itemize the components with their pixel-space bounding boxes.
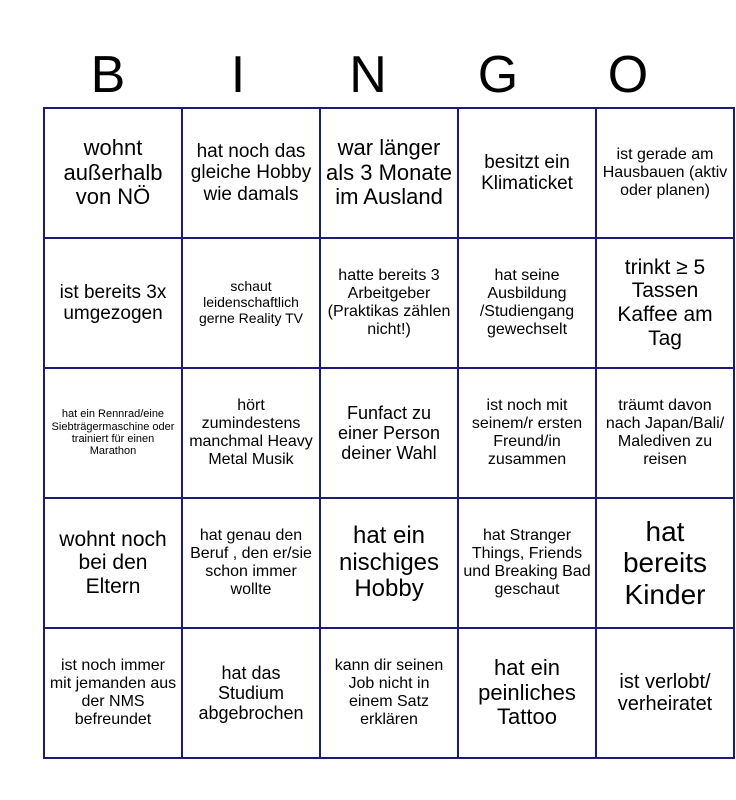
- bingo-cell[interactable]: ist verlobt/ verheiratet: [596, 628, 734, 758]
- bingo-cell[interactable]: ist noch mit seinem/r ersten Freund/in zusammen: [458, 368, 596, 498]
- bingo-row: [44, 628, 734, 758]
- bingo-row: [44, 368, 734, 498]
- bingo-cell[interactable]: war länger als 3 Monate im Ausland: [320, 108, 458, 238]
- header-letter-g: G: [477, 46, 519, 104]
- bingo-cell[interactable]: Funfact zu einer Person deiner Wahl: [320, 368, 458, 498]
- bingo-cell[interactable]: hatte bereits 3 Arbeitgeber (Praktikas zählen nicht!): [320, 238, 458, 368]
- bingo-cell[interactable]: träumt davon nach Japan/Bali/ Malediven zu reisen: [596, 368, 734, 498]
- bingo-cell[interactable]: hat seine Ausbildung /Studiengang gewechselt: [458, 238, 596, 368]
- bingo-row: [44, 238, 734, 368]
- bingo-cell[interactable]: hat ein peinliches Tattoo: [458, 628, 596, 758]
- header-letter-b: B: [90, 46, 126, 104]
- bingo-cell[interactable]: hört zumindestens manchmal Heavy Metal Musik: [182, 368, 320, 498]
- bingo-cell[interactable]: besitzt ein Klimaticket: [458, 108, 596, 238]
- header-letter-i: I: [230, 46, 246, 104]
- bingo-cell[interactable]: trinkt ≥ 5 Tassen Kaffee am Tag: [596, 238, 734, 368]
- bingo-cell[interactable]: ist bereits 3x umgezogen: [44, 238, 182, 368]
- bingo-cell[interactable]: hat ein nischiges Hobby: [320, 498, 458, 628]
- bingo-cell[interactable]: wohnt außerhalb von NÖ: [44, 108, 182, 238]
- bingo-row: [44, 108, 734, 238]
- bingo-cell[interactable]: hat genau den Beruf , den er/sie schon immer wollte: [182, 498, 320, 628]
- header-letter-n: N: [349, 46, 387, 104]
- bingo-cell[interactable]: schaut leidenschaftlich gerne Reality TV: [182, 238, 320, 368]
- bingo-cell[interactable]: hat ein Rennrad/eine Siebträgermaschine oder trainiert für einen Marathon: [44, 368, 182, 498]
- bingo-cell[interactable]: hat Stranger Things, Friends und Breaking Bad geschaut: [458, 498, 596, 628]
- bingo-cell[interactable]: wohnt noch bei den Eltern: [44, 498, 182, 628]
- bingo-cell[interactable]: kann dir seinen Job nicht in einem Satz erklären: [320, 628, 458, 758]
- bingo-cell[interactable]: hat das Studium abgebrochen: [182, 628, 320, 758]
- bingo-cell[interactable]: hat bereits Kinder: [596, 498, 734, 628]
- header-letter-o: O: [607, 46, 649, 104]
- bingo-header: [43, 44, 693, 106]
- bingo-cell[interactable]: ist noch immer mit jemanden aus der NMS befreundet: [44, 628, 182, 758]
- bingo-row: [44, 498, 734, 628]
- bingo-cell[interactable]: hat noch das gleiche Hobby wie damals: [182, 108, 320, 238]
- bingo-card: [43, 107, 735, 759]
- bingo-cell[interactable]: ist gerade am Hausbauen (aktiv oder planen): [596, 108, 734, 238]
